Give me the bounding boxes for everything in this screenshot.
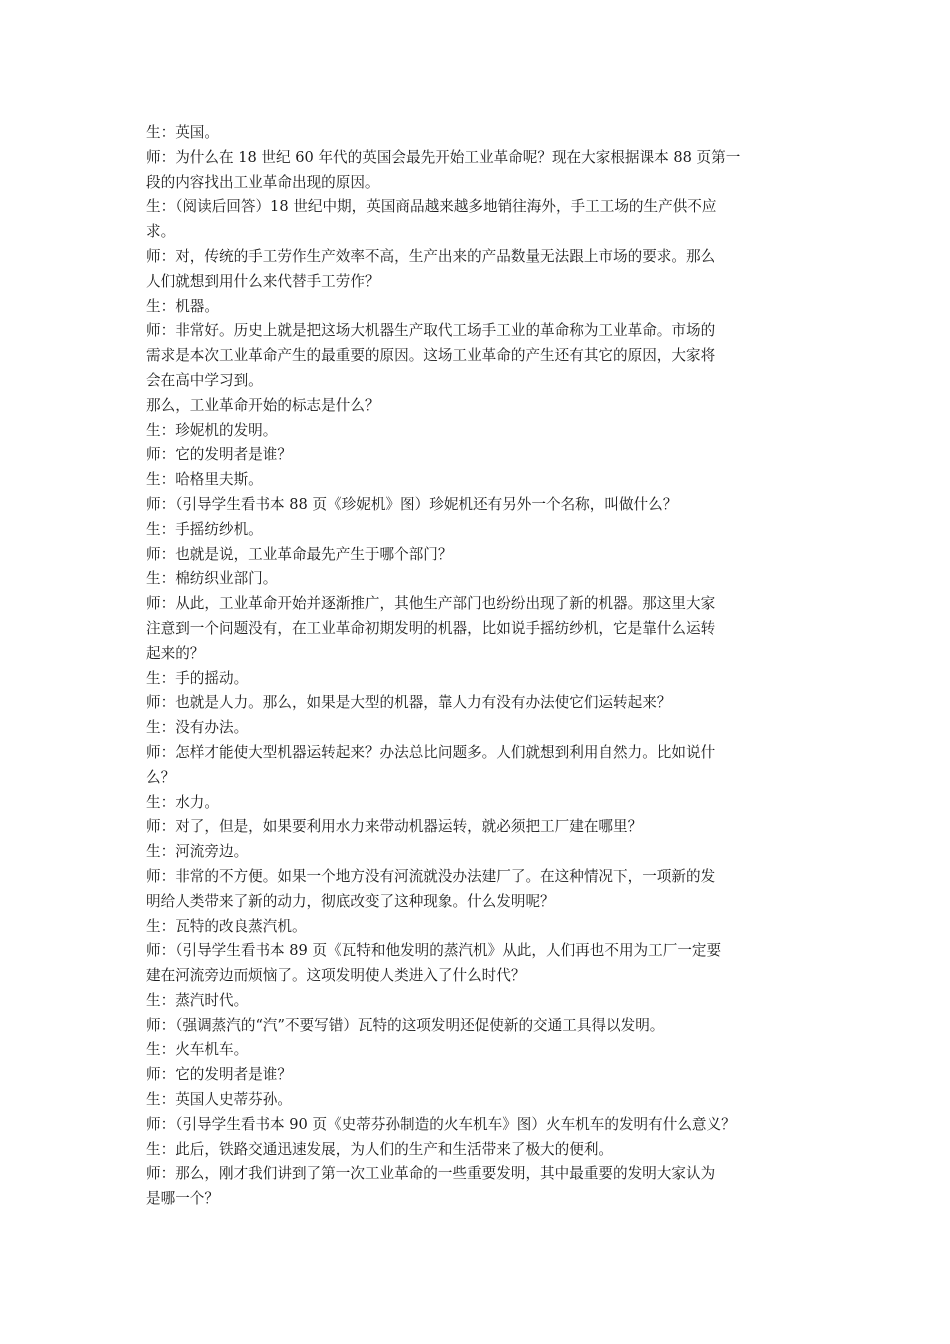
text-line: 师：那么，刚才我们讲到了第一次工业革命的一些重要发明，其中最重要的发明大家认为 — [146, 1165, 716, 1183]
text-line: 生：（阅读后回答）18 世纪中期，英国商品越来越多地销往海外，手工工场的生产供不应 — [146, 198, 717, 216]
text-line: 生：瓦特的改良蒸汽机。 — [146, 917, 307, 935]
text-line: 那么，工业革命开始的标志是什么？ — [146, 396, 380, 414]
text-line: 生：没有办法。 — [146, 719, 249, 737]
text-line: 生：珍妮机的发明。 — [146, 421, 278, 439]
text-line: 生：英国人史蒂芬孙。 — [146, 1091, 292, 1109]
text-line: 注意到一个问题没有，在工业革命初期发明的机器，比如说手摇纺纱机，它是靠什么运转 — [146, 619, 716, 637]
text-line: 师：从此，工业革命开始并逐渐推广，其他生产部门也纷纷出现了新的机器。那这里大家 — [146, 595, 716, 613]
text-line: 明给人类带来了新的动力，彻底改变了这种现象。什么发明呢？ — [146, 892, 555, 910]
text-line: 师：也就是说，工业革命最先产生于哪个部门？ — [146, 545, 453, 563]
text-line: 师：对，传统的手工劳作生产效率不高，生产出来的产品数量无法跟上市场的要求。那么 — [146, 247, 716, 265]
text-line: 师：（引导学生看书本 89 页《瓦特和他发明的蒸汽机》从此，人们再也不用为工厂一定要 — [146, 942, 722, 960]
text-line: 师：怎样才能使大型机器运转起来？办法总比问题多。人们就想到利用自然力。比如说什 — [146, 743, 716, 761]
text-line: 会在高中学习到。 — [146, 371, 263, 389]
text-line: 段的内容找出工业革命出现的原因。 — [146, 173, 380, 191]
text-line: 生：火车机车。 — [146, 1041, 249, 1059]
text-line: 生：水力。 — [146, 793, 219, 811]
text-line: 人们就想到用什么来代替手工劳作？ — [146, 272, 380, 290]
dialogue-text — [146, 121, 810, 1212]
text-line: 生：机器。 — [146, 297, 219, 315]
text-line: 需求是本次工业革命产生的最重要的原因。这场工业革命的产生还有其它的原因，大家将 — [146, 347, 716, 365]
text-line: 建在河流旁边而烦恼了。这项发明使人类进入了什么时代？ — [146, 967, 526, 985]
text-line: 生：手的摇动。 — [146, 669, 249, 687]
text-line: 师：为什么在 18 世纪 60 年代的英国会最先开始工业革命呢？现在大家根据课本 88 页第一 — [146, 148, 741, 166]
text-line: 起来的？ — [146, 644, 205, 662]
text-line: 生：此后，铁路交通迅速发展，为人们的生产和生活带来了极大的便利。 — [146, 1140, 614, 1158]
text-line: 生：英国。 — [146, 124, 219, 141]
text-line: 师：也就是人力。那么，如果是大型的机器，靠人力有没有办法使它们运转起来？ — [146, 694, 672, 712]
text-line: 师：（强调蒸汽的“汽”不要写错）瓦特的这项发明还促使新的交通工具得以发明。 — [146, 1016, 665, 1034]
text-line: 求。 — [146, 223, 176, 241]
text-line: 师：（引导学生看书本 88 页《珍妮机》图）珍妮机还有另外一个名称，叫做什么？ — [146, 495, 678, 513]
text-line: 师：它的发明者是谁？ — [146, 446, 292, 464]
text-line: 师：非常的不方便。如果一个地方没有河流就没办法建厂了。在这种情况下，一项新的发 — [146, 867, 716, 885]
text-line: 师：（引导学生看书本 90 页《史蒂芬孙制造的火车机车》图）火车机车的发明有什么意义？ — [146, 1115, 736, 1133]
text-line: 师：非常好。历史上就是把这场大机器生产取代工场手工业的革命称为工业革命。市场的 — [146, 322, 716, 340]
text-line: 生：蒸汽时代。 — [146, 991, 249, 1009]
text-line: 生：棉纺织业部门。 — [146, 570, 278, 588]
text-line: 生：手摇纺纱机。 — [146, 520, 263, 538]
text-line: 师：对了，但是，如果要利用水力来带动机器运转，就必须把工厂建在哪里？ — [146, 818, 643, 836]
text-line: 师：它的发明者是谁？ — [146, 1066, 292, 1084]
text-line: 么？ — [146, 768, 176, 786]
text-line: 是哪一个？ — [146, 1190, 219, 1208]
text-line: 生：河流旁边。 — [146, 843, 249, 861]
text-line: 生：哈格里夫斯。 — [146, 471, 263, 489]
